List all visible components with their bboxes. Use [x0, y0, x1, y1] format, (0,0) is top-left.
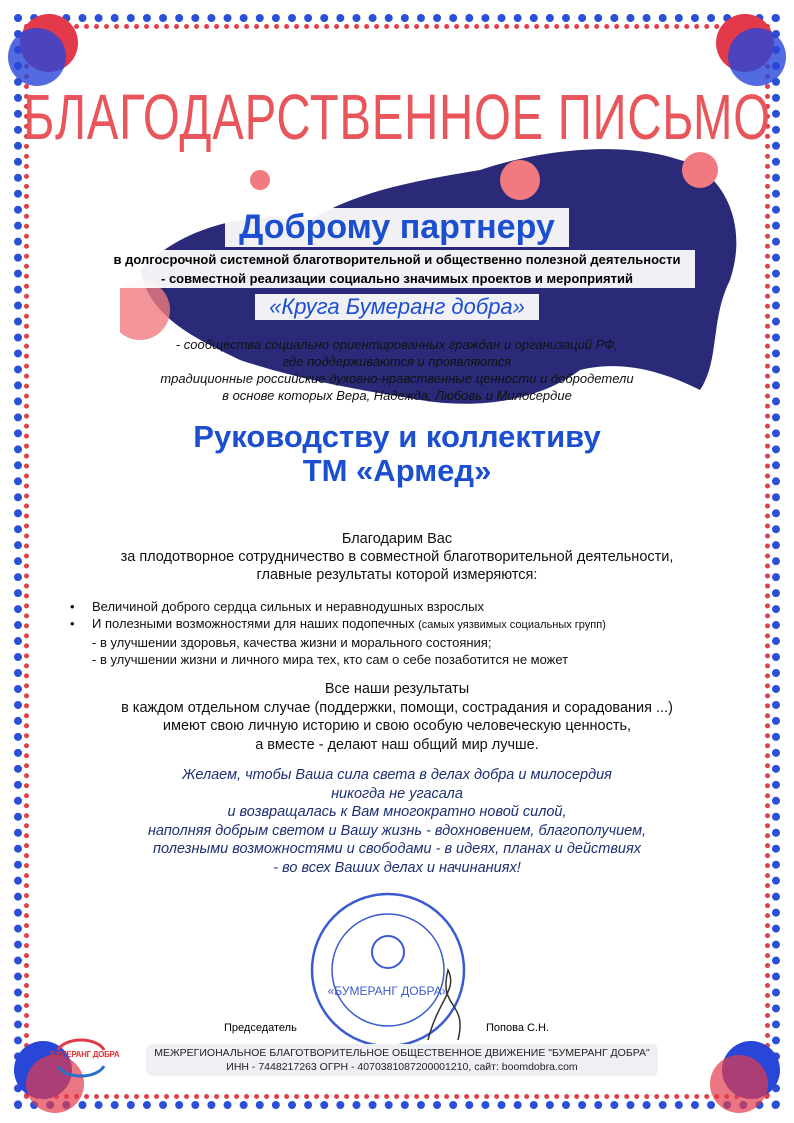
stamp-text: «БУМЕРАНГ ДОБРА» — [327, 984, 449, 998]
footer-organization-info: МЕЖРЕГИОНАЛЬНОЕ БЛАГОТВОРИТЕЛЬНОЕ ОБЩЕСТВЕННОЕ ДВИЖЕНИЕ "БУМЕРАНГ ДОБРА" ИНН - 7448217263 ОГРН - 4070381087200001210, сайт: boomdobra.com — [146, 1044, 658, 1076]
corner-decoration — [728, 28, 786, 86]
addressee: Руководству и коллективу ТМ «Армед» — [193, 419, 601, 488]
signature-role: Председатель — [224, 1022, 297, 1034]
recipient-heading: Доброму партнеру — [225, 208, 569, 247]
signature-name: Попова С.Н. — [486, 1022, 549, 1034]
corner-decoration — [8, 28, 66, 86]
list-item: • И полезными возможностями для наших подопечных (самых уязвимых социальных групп) — [70, 615, 606, 634]
results-paragraph: Все наши результаты в каждом отдельном случае (поддержки, помощи, сострадания и сорадования ...) имеют свою личную историю и свою особую человеческую ценность, а вместе - делают наш общий мир лучше. — [121, 681, 673, 753]
wishes-paragraph: Желаем, чтобы Ваша сила света в делах добра и милосердия никогда не угасала и возвращалась к Вам многократно новой силой, наполняя добрым светом и Вашу жизнь - вдохновением, благополучием, полезными возможностями и свободами - в идеях, планах и действиях - во всех Ваших делах и начинаниях! — [147, 767, 647, 876]
circle-name: «Круга Бумеранг добра» — [255, 294, 539, 320]
corner-decoration — [710, 1055, 768, 1113]
organization-logo: БУМЕРАНГ ДОБРА — [50, 1036, 112, 1080]
thanks-paragraph: Благодарим Вас за плодотворное сотрудничество в совместной благотворительной деятельности, главные результаты которой измеряются: — [120, 531, 674, 583]
results-list — [70, 598, 606, 668]
document-title: БЛАГОДАРСТВЕННОЕ ПИСЬМО — [23, 81, 771, 153]
organization-stamp — [308, 890, 468, 1050]
list-item: - в улучшении здоровья, качества жизни и морального состояния; — [92, 635, 492, 650]
circle-description: - сообщества социально ориентированных граждан и организаций РФ, где поддерживаются и проявляются традиционные российские духовно-нравственные ценности и добродетели в основе которых Вера, Надежда, Любовь и Милосердие — [160, 337, 634, 403]
subtitle: в долгосрочной системной благотворительной и общественно полезной деятельности - совместной реализации социально значимых проектов и мероприятий — [0, 250, 794, 288]
list-item: • Величиной доброго сердца сильных и неравнодушных взрослых — [70, 598, 606, 615]
list-item: - в улучшении жизни и личного мира тех, кто сам о себе позаботится не может — [92, 652, 569, 667]
